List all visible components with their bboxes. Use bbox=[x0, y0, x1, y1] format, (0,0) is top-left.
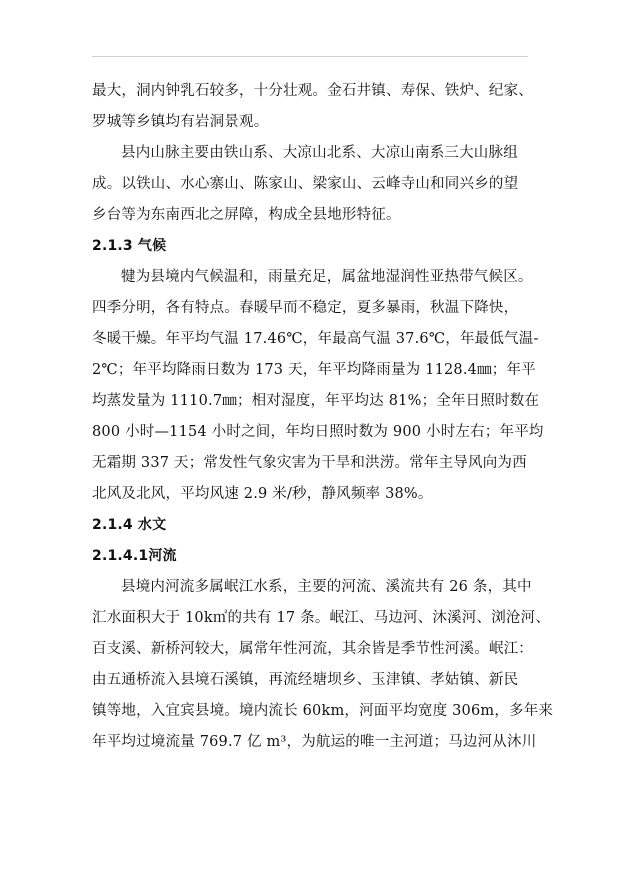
paragraph-line: 乡台等为东南西北之屏障，构成全县地形特征。 bbox=[92, 207, 401, 223]
paragraph-line: 县内山脉主要由铁山系、大凉山北系、大凉山南系三大山脉组 bbox=[121, 145, 518, 161]
paragraph-line: 2℃；年平均降雨日数为 173 天，年平均降雨量为 1128.4㎜；年平 bbox=[92, 362, 536, 378]
paragraph-line: 犍为县境内气候温和，雨量充足，属盆地湿润性亚热带气候区。 bbox=[121, 269, 533, 285]
paragraph-line: 罗城等乡镇均有岩洞景观。 bbox=[92, 114, 269, 130]
section-heading: 2.1.4.1河流 bbox=[92, 548, 177, 564]
section-heading: 2.1.3 气候 bbox=[92, 238, 167, 254]
header-rule bbox=[92, 56, 528, 57]
paragraph-line: 800 小时—1154 小时之间，年均日照时数为 900 小时左右；年平均 bbox=[92, 424, 544, 440]
paragraph-line: 冬暖干燥。年平均气温 17.46℃，年最高气温 37.6℃，年最低气温- bbox=[92, 331, 539, 347]
paragraph-line: 汇水面积大于 10k㎡的共有 17 条。岷江、马边河、沐溪河、浏沧河、 bbox=[92, 610, 551, 626]
paragraph-line: 均蒸发量为 1110.7㎜；相对湿度，年平均达 81%；全年日照时数在 bbox=[92, 393, 540, 409]
paragraph-line: 由五通桥流入县境石溪镇，再流经塘坝乡、玉津镇、孝姑镇、新民 bbox=[92, 672, 519, 688]
paragraph-line: 百支溪、新桥河较大，属常年性河流，其余皆是季节性河溪。岷江： bbox=[92, 641, 533, 657]
paragraph-line: 成。以铁山、水心寨山、陈家山、梁家山、云峰寺山和同兴乡的望 bbox=[92, 176, 519, 192]
paragraph-line: 县境内河流多属岷江水系，主要的河流、溪流共有 26 条，其中 bbox=[121, 579, 532, 595]
section-heading: 2.1.4 水文 bbox=[92, 517, 167, 533]
paragraph-line: 镇等地，入宜宾县境。境内流长 60km，河面平均宽度 306m，多年来 bbox=[92, 703, 554, 719]
document-body bbox=[92, 76, 554, 758]
paragraph-line: 最大，洞内钟乳石较多，十分壮观。金石井镇、寿保、铁炉、纪家、 bbox=[92, 83, 533, 99]
paragraph-line: 年平均过境流量 769.7 亿 m³，为航运的唯一主河道；马边河从沐川 bbox=[92, 734, 537, 750]
paragraph-line: 无霜期 337 天；常发性气象灾害为干旱和洪涝。常年主导风向为西 bbox=[92, 455, 527, 471]
paragraph-line: 四季分明，各有特点。春暖早而不稳定，夏多暴雨，秋温下降快， bbox=[92, 300, 519, 316]
paragraph-line: 北风及北风，平均风速 2.9 米/秒，静风频率 38%。 bbox=[92, 486, 433, 502]
